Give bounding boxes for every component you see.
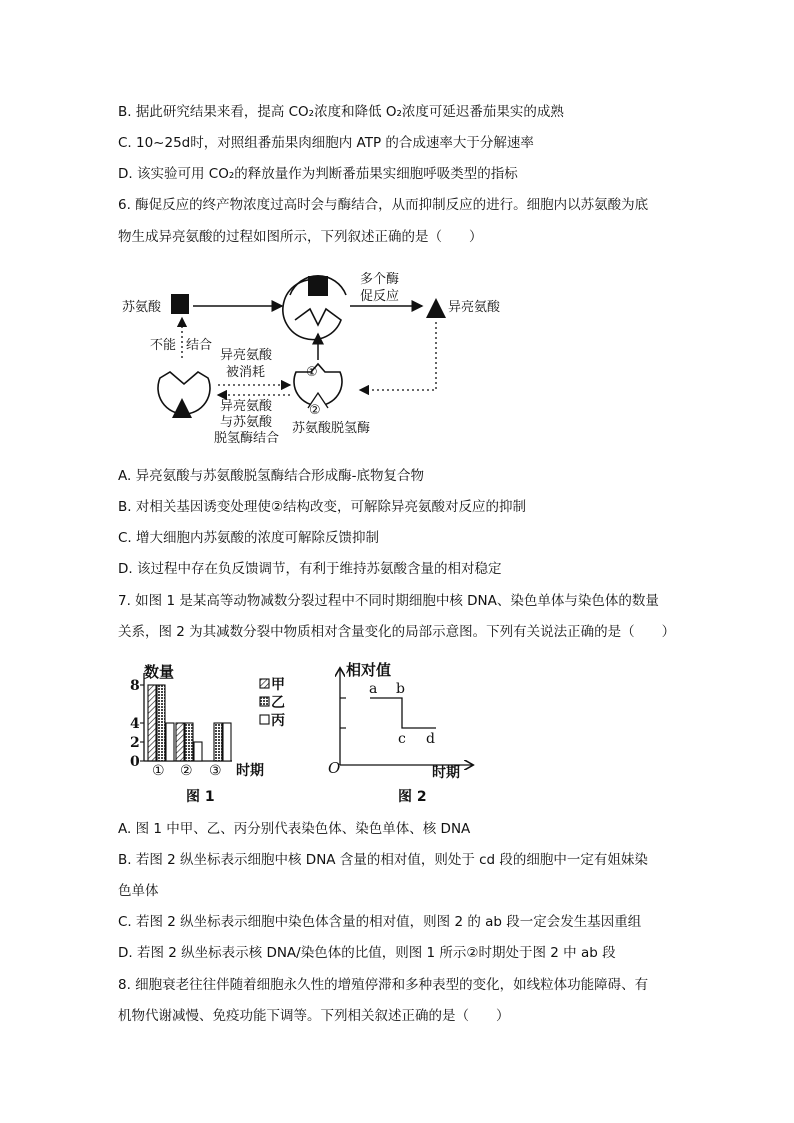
q6-stem-line2: 物生成异亮氨酸的过程如图所示，下列叙述正确的是（ ）	[118, 229, 483, 245]
q6-option-d: D. 该过程中存在负反馈调节，有利于维持苏氨酸含量的相对稳定	[118, 561, 502, 577]
fig2-xlabel: 时期	[432, 765, 460, 781]
bind-label-3: 脱氢酶结合	[214, 431, 280, 446]
fig2-point-c: c	[398, 731, 406, 747]
threonine-label: 苏氨酸	[122, 300, 162, 315]
figure-2-line-chart	[320, 655, 480, 810]
fig2-origin: O	[328, 759, 341, 777]
fig1-ytick-label: 4	[130, 716, 140, 732]
fig1-bar-丙	[166, 723, 174, 761]
q8-stem-line2: 机物代谢减慢、免疫功能下调等。下列相关叙述正确的是（ ）	[118, 1008, 510, 1024]
fig1-bar-乙	[185, 723, 193, 761]
fig1-category-label: ③	[209, 763, 222, 779]
site-1-label: ①	[306, 365, 318, 380]
bound-threonine-square	[308, 276, 328, 296]
isoleucine-label: 异亮氨酸	[448, 300, 501, 315]
fig1-bar-乙	[214, 723, 222, 761]
q7-stem-line2: 关系，图 2 为其减数分裂中物质相对含量变化的局部示意图。下列有关说法正确的是（ ）	[118, 624, 676, 640]
fig2-title: 图 2	[398, 789, 427, 805]
feedback-dotted-arrow	[360, 322, 436, 390]
fig1-legend-swatch	[260, 679, 269, 688]
cannot-bind-label-1: 不能	[150, 338, 177, 353]
fig1-category-label: ②	[180, 763, 193, 779]
q7-option-d: D. 若图 2 纵坐标表示核 DNA/染色体的比值，则图 1 所示②时期处于图 2 中 ab 段	[118, 945, 616, 961]
fig1-ytick-label: 2	[130, 735, 140, 751]
fig1-ytick-label: 0	[130, 754, 140, 770]
fig1-bar-丙	[194, 742, 202, 761]
q8-stem-line1: 8. 细胞衰老往往伴随着细胞永久性的增殖停滞和多种表型的变化，如线粒体功能障碍、有	[118, 977, 649, 993]
figure-1-bar-chart	[110, 655, 310, 810]
q5-option-c: C. 10~25d时，对照组番茄果肉细胞内 ATP 的合成速率大于分解速率	[118, 135, 534, 151]
fig1-legend-label: 甲	[271, 677, 285, 693]
fig1-title: 图 1	[186, 789, 215, 805]
enzyme-name-label: 苏氨酸脱氢酶	[292, 421, 371, 436]
consumed-label-2: 被消耗	[226, 365, 266, 380]
fig2-point-d: d	[426, 731, 435, 747]
q7-option-b-line2: 色单体	[118, 883, 159, 899]
multi-enzyme-label-1: 多个酶	[360, 272, 400, 287]
consumed-label-1: 异亮氨酸	[220, 348, 273, 363]
bind-label-1: 异亮氨酸	[220, 399, 273, 414]
q7-stem-line1: 7. 如图 1 是某高等动物减数分裂过程中不同时期细胞中核 DNA、染色单体与染色体的数量	[118, 593, 659, 609]
q6-option-b: B. 对相关基因诱变处理使②结构改变，可解除异亮氨酸对反应的抑制	[118, 499, 526, 515]
fig1-xlabel: 时期	[236, 763, 264, 779]
q7-option-b-line1: B. 若图 2 纵坐标表示细胞中核 DNA 含量的相对值，则处于 cd 段的细胞中一定有姐妹染	[118, 852, 648, 868]
fig1-bar-丙	[223, 723, 231, 761]
isoleucine-triangle	[426, 298, 446, 318]
fig1-legend-label: 乙	[271, 695, 285, 711]
fig1-category-label: ①	[152, 763, 165, 779]
q6-option-c: C. 增大细胞内苏氨酸的浓度可解除反馈抑制	[118, 530, 380, 546]
cannot-bind-label-2: 结合	[186, 338, 213, 353]
fig1-ytick-label: 8	[130, 678, 140, 694]
fig1-ylabel: 数量	[144, 663, 175, 681]
fig1-legend-label: 丙	[271, 713, 285, 729]
feedback-inhibition-diagram	[0, 260, 794, 450]
threonine-square	[171, 294, 189, 314]
site-2-label: ②	[309, 403, 321, 418]
fig1-bar-甲	[176, 723, 184, 761]
fig2-data-line	[370, 698, 436, 728]
fig1-bar-甲	[148, 685, 156, 761]
q6-option-a: A. 异亮氨酸与苏氨酸脱氢酶结合形成酶-底物复合物	[118, 468, 424, 484]
fig2-point-b: b	[396, 681, 405, 697]
fig1-legend-swatch	[260, 715, 269, 724]
multi-enzyme-label-2: 促反应	[360, 289, 400, 304]
fig2-point-a: a	[369, 681, 378, 697]
q6-stem-line1: 6. 酶促反应的终产物浓度过高时会与酶结合，从而抑制反应的进行。细胞内以苏氨酸为底	[118, 197, 649, 213]
q7-option-c: C. 若图 2 纵坐标表示细胞中染色体含量的相对值，则图 2 的 ab 段一定会发生基因重组	[118, 914, 642, 930]
fig2-ylabel: 相对值	[346, 661, 392, 679]
q5-option-d: D. 该实验可用 CO₂的释放量作为判断番茄果实细胞呼吸类型的指标	[118, 166, 518, 182]
fig1-bar-乙	[157, 685, 165, 761]
q7-option-a: A. 图 1 中甲、乙、丙分别代表染色体、染色单体、核 DNA	[118, 821, 471, 837]
bind-label-2: 与苏氨酸	[220, 415, 273, 430]
fig1-legend-swatch	[260, 697, 269, 706]
q5-option-b: B. 据此研究结果来看，提高 CO₂浓度和降低 O₂浓度可延迟番茄果实的成熟	[118, 104, 564, 120]
